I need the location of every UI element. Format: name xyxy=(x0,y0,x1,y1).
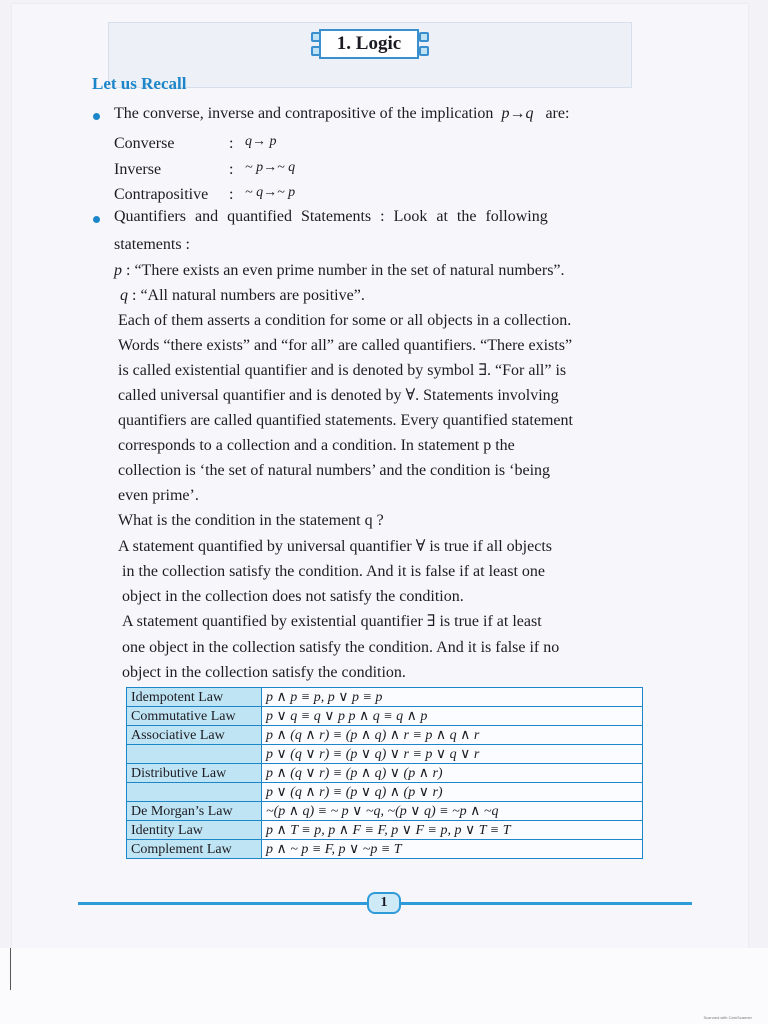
paragraph-line: called universal quantifier and is denoted by ∀. Statements involving xyxy=(118,387,559,404)
law-expression: ~(p ∧ q) ≡ ~ p ∨ ~q, ~(p ∨ q) ≡ ~p ∧ ~q xyxy=(262,802,643,821)
law-name: Identity Law xyxy=(127,821,262,840)
table-row xyxy=(127,707,643,726)
quantifiers-heading-cont: statements : xyxy=(114,236,190,253)
paragraph-line: Each of them asserts a condition for some or all objects in a collection. xyxy=(118,312,572,329)
paragraph-line: in the collection satisfy the condition. And it is false if at least one xyxy=(122,563,546,580)
statement-q-text: : “All natural numbers are positive”. xyxy=(132,287,365,304)
page-edge-mark xyxy=(10,948,11,990)
contrapositive-sep: : xyxy=(229,186,234,203)
paragraph-line: object in the collection does not satisfy the condition. xyxy=(122,588,464,605)
section-heading: Let us Recall xyxy=(92,74,187,93)
scan-background xyxy=(0,948,768,1024)
law-expression: p ∨ (q ∨ r) ≡ (p ∨ q) ∨ r ≡ p ∨ q ∨ r xyxy=(262,745,643,764)
table-row xyxy=(127,783,643,802)
logic-laws-table xyxy=(126,687,643,859)
law-expression: p ∧ (q ∧ r) ≡ (p ∧ q) ∧ r ≡ p ∧ q ∧ r xyxy=(262,726,643,745)
inverse-label: Inverse xyxy=(114,161,162,178)
table-row xyxy=(127,688,643,707)
law-name: Commutative Law xyxy=(127,707,262,726)
paragraph-line: object in the collection satisfy the condition. xyxy=(122,664,406,681)
paragraph-line: A statement quantified by universal quantifier ∀ is true if all objects xyxy=(118,538,552,555)
law-expression: p ∧ p ≡ p, p ∨ p ≡ p xyxy=(262,688,643,707)
law-expression: p ∨ (q ∧ r) ≡ (p ∨ q) ∧ (p ∨ r) xyxy=(262,783,643,802)
law-name: Associative Law xyxy=(127,726,262,745)
bullet-1-text xyxy=(114,104,569,124)
table-row xyxy=(127,726,643,745)
inverse-expr: ~ p→~ q xyxy=(245,160,296,175)
law-expression: p ∧ T ≡ p, p ∧ F ≡ F, p ∨ F ≡ p, p ∨ T ≡ T xyxy=(262,821,643,840)
paragraph-line: even prime’. xyxy=(118,487,199,504)
inverse-sep: : xyxy=(229,161,234,178)
law-expression: p ∧ (q ∨ r) ≡ (p ∧ q) ∨ (p ∧ r) xyxy=(262,764,643,783)
law-name: Complement Law xyxy=(127,840,262,859)
statement-p-label: p xyxy=(114,262,122,279)
law-expression: p ∧ ~ p ≡ F, p ∨ ~p ≡ T xyxy=(262,840,643,859)
paragraph-line: Words “there exists” and “for all” are called quantifiers. “There exists” xyxy=(118,337,573,354)
converse-expr: q→ p xyxy=(245,134,277,149)
law-name xyxy=(127,745,262,764)
table-row xyxy=(127,840,643,859)
implication-intro: The converse, inverse and contrapositive of the implication xyxy=(114,105,494,122)
statement-q-label: q xyxy=(120,287,128,304)
converse-sep: : xyxy=(229,135,234,152)
statement-q xyxy=(120,286,365,306)
law-name: Distributive Law xyxy=(127,764,262,783)
table-row xyxy=(127,821,643,840)
page-number: 1 xyxy=(367,892,401,914)
paragraph-line: A statement quantified by existential quantifier ∃ is true if at least xyxy=(122,613,542,630)
bullet-dot-icon xyxy=(93,113,100,120)
contrapositive-label: Contrapositive xyxy=(114,186,209,203)
table-row xyxy=(127,745,643,764)
paragraph-line: quantifiers are called quantified statements. Every quantified statement xyxy=(118,412,573,429)
quantifiers-heading: Quantifiers and quantified Statements : Look at the following xyxy=(114,208,548,225)
statement-p xyxy=(114,261,565,281)
contrapositive-expr: ~ q→~ p xyxy=(245,185,296,200)
law-name xyxy=(127,783,262,802)
table-row xyxy=(127,764,643,783)
banner-ornament-icon xyxy=(419,32,429,42)
chapter-title: 1. Logic xyxy=(319,29,419,59)
paragraph-line: corresponds to a collection and a condition. In statement p the xyxy=(118,437,515,454)
implication-expr: p→q xyxy=(501,105,534,122)
law-name: De Morgan’s Law xyxy=(127,802,262,821)
banner-ornament-icon xyxy=(419,46,429,56)
table-row xyxy=(127,802,643,821)
paragraph-line: one object in the collection satisfy the condition. And it is false if no xyxy=(122,639,560,656)
law-name: Idempotent Law xyxy=(127,688,262,707)
paragraph-line: collection is ‘the set of natural numbers’ and the condition is ‘being xyxy=(118,462,551,479)
statement-p-text: : “There exists an even prime number in the set of natural numbers”. xyxy=(126,262,565,279)
scanner-watermark: Scanned with CamScanner xyxy=(703,1015,752,1020)
converse-label: Converse xyxy=(114,135,175,152)
paragraph-line: What is the condition in the statement q ? xyxy=(118,512,384,529)
chapter-title-banner xyxy=(311,26,429,64)
law-expression: p ∨ q ≡ q ∨ p p ∧ q ≡ q ∧ p xyxy=(262,707,643,726)
bullet-dot-icon xyxy=(93,216,100,223)
paragraph-line: is called existential quantifier and is denoted by symbol ∃. “For all” is xyxy=(118,362,567,379)
implication-are: are: xyxy=(545,105,570,122)
